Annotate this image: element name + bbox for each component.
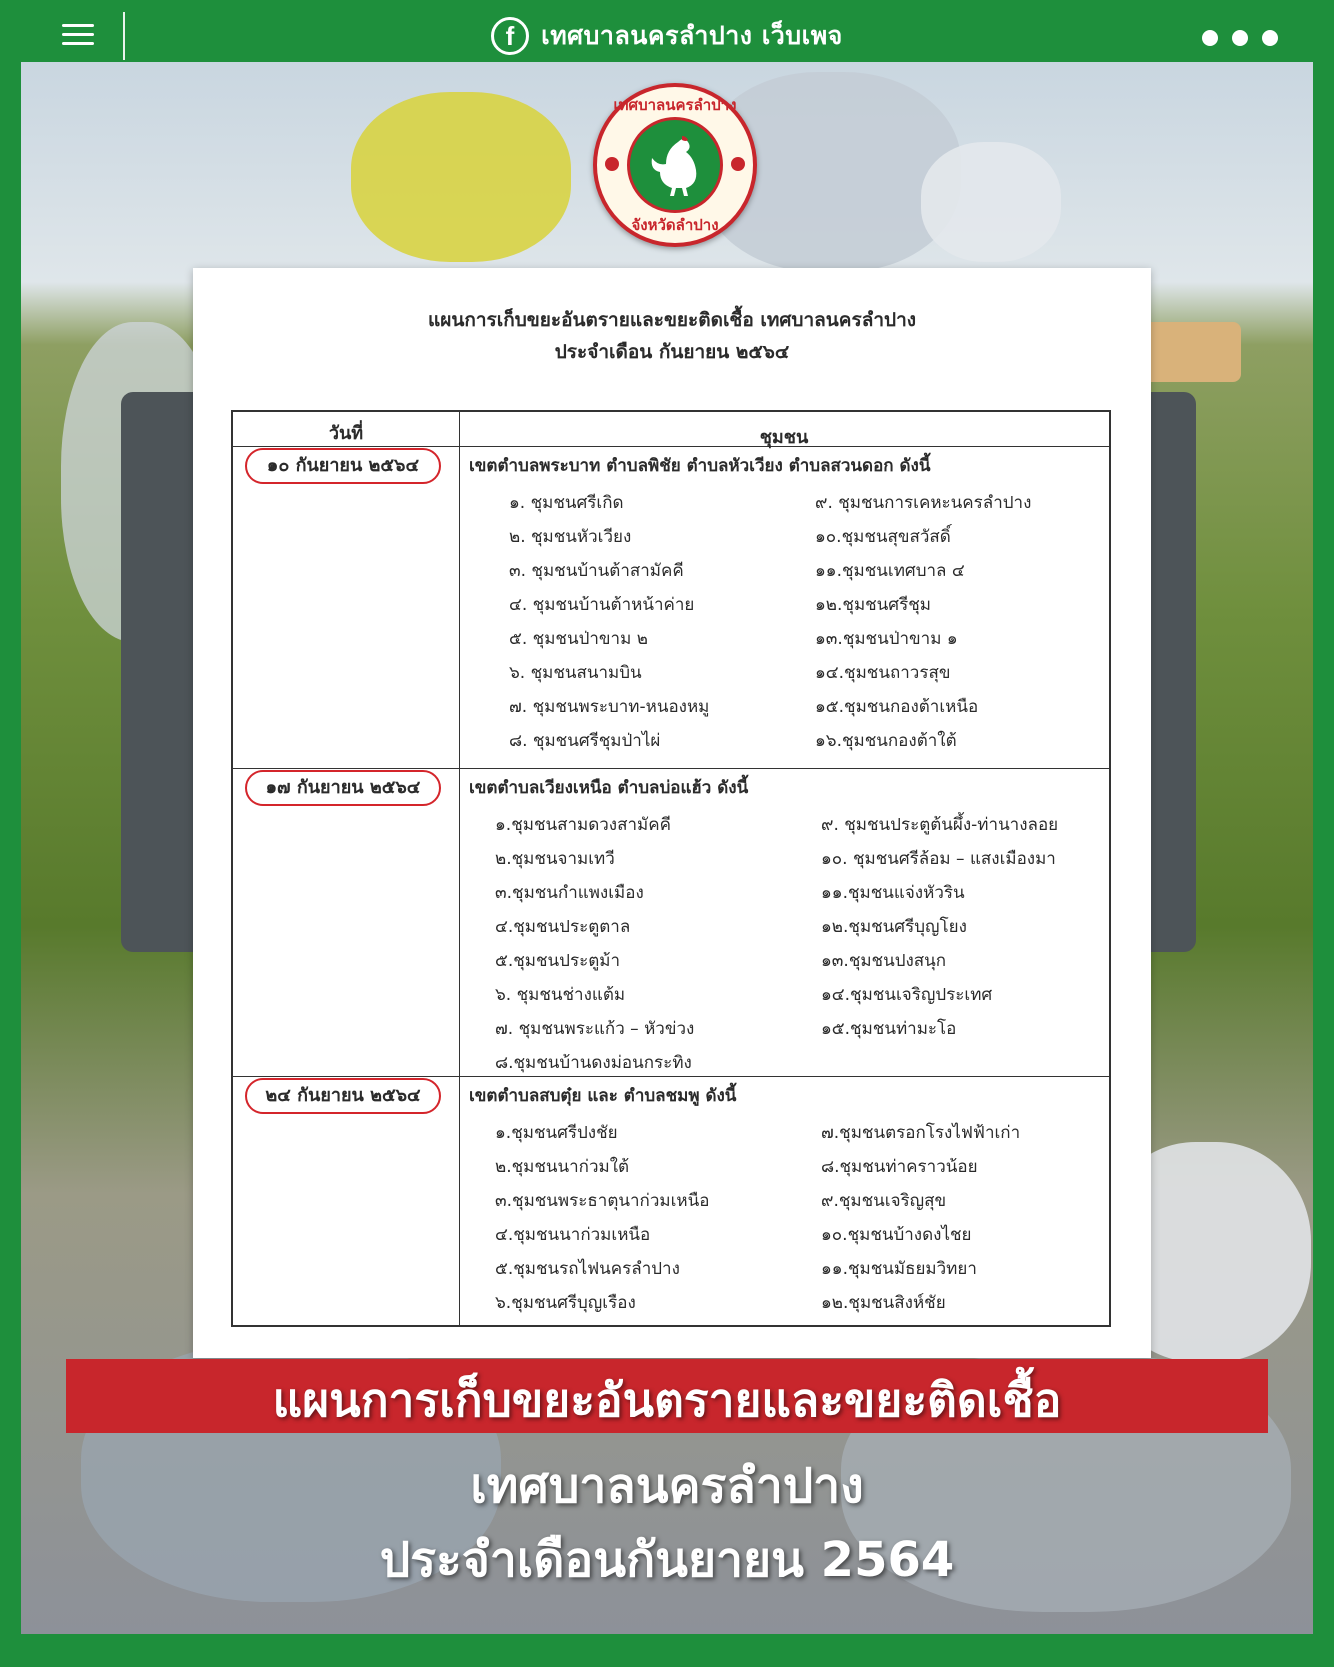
caption-line2: เทศบาลนครลำปาง bbox=[470, 1458, 864, 1514]
flower-icon bbox=[605, 157, 619, 171]
list-item: ๓.ชุมชนพระธาตุนาก่วมเหนือ bbox=[495, 1191, 710, 1211]
community-list-right bbox=[815, 486, 1031, 758]
flower-icon bbox=[731, 157, 745, 171]
list-item: ๒.ชุมชนนาก่วมใต้ bbox=[495, 1157, 630, 1177]
list-item: ๑๒.ชุมชนสิงห์ชัย bbox=[821, 1293, 946, 1313]
list-item: ๕.ชุมชนรถไฟนครลำปาง bbox=[495, 1259, 680, 1279]
collection-date: ๑๗ กันยายน ๒๕๖๔ bbox=[245, 770, 441, 806]
top-bar bbox=[0, 0, 1334, 62]
table-row bbox=[233, 768, 1109, 1076]
municipality-seal bbox=[593, 83, 757, 247]
collection-date: ๒๔ กันยายน ๒๕๖๔ bbox=[245, 1078, 441, 1114]
list-item: ๑๑.ชุมชนแจ่งหัวริน bbox=[821, 883, 965, 903]
seal-bottom-text: จังหวัดลำปาง bbox=[631, 216, 719, 234]
document-title-line2: ประจำเดือน กันยายน ๒๕๖๔ bbox=[554, 341, 790, 363]
page-title: เทศบาลนครลำปาง เว็บเพจ bbox=[541, 21, 843, 50]
list-item: ๘.ชุมชนท่าคราวน้อย bbox=[821, 1157, 978, 1177]
list-item: ๑๐.ชุมชนบ้างดงไชย bbox=[821, 1225, 972, 1245]
list-item: ๔.ชุมชนนาก่วมเหนือ bbox=[495, 1225, 651, 1245]
list-item: ๙. ชุมชนการเคหะนครลำปาง bbox=[815, 493, 1032, 513]
seal-emblem bbox=[627, 117, 723, 213]
list-item: ๔.ชุมชนประตูตาล bbox=[495, 917, 631, 937]
caption-line3: ประจำเดือนกันยายน 2564 bbox=[379, 1532, 955, 1588]
list-item: ๓.ชุมชนกำแพงเมือง bbox=[495, 883, 644, 903]
list-item: ๖. ชุมชนช่างแต้ม bbox=[495, 985, 626, 1005]
community-list-right bbox=[821, 1116, 1020, 1320]
list-item: ๕.ชุมชนประตูม้า bbox=[495, 951, 621, 971]
list-item: ๔. ชุมชนบ้านต้าหน้าค่าย bbox=[509, 595, 695, 615]
list-item: ๙. ชุมชนประตูต้นผึ้ง-ท่านางลอย bbox=[821, 815, 1059, 835]
list-item: ๑๑.ชุมชนมัธยมวิทยา bbox=[821, 1259, 977, 1279]
list-item: ๑๔.ชุมชนถาวรสุข bbox=[815, 663, 951, 683]
list-item: ๙.ชุมชนเจริญสุข bbox=[821, 1191, 947, 1211]
community-list-right bbox=[821, 808, 1058, 1046]
list-item: ๘.ชุมชนบ้านดงม่อนกระทิง bbox=[495, 1053, 692, 1073]
community-list-left bbox=[495, 808, 694, 1080]
list-item: ๒.ชุมชนจามเทวี bbox=[495, 849, 615, 869]
column-header-date: วันที่ bbox=[328, 423, 364, 444]
list-item: ๑.ชุมชนสามดวงสามัคคี bbox=[495, 815, 671, 835]
list-item: ๖.ชุมชนศรีบุญเรือง bbox=[495, 1293, 636, 1313]
page-title-link[interactable] bbox=[0, 16, 1334, 56]
schedule-table bbox=[231, 410, 1111, 1327]
rooster-icon bbox=[648, 134, 708, 200]
list-item: ๑๑.ชุมชนเทศบาล ๔ bbox=[815, 561, 965, 581]
list-item: ๑๓.ชุมชนป่าขาม ๑ bbox=[815, 629, 958, 649]
list-item: ๖. ชุมชนสนามบิน bbox=[509, 663, 642, 683]
collection-date: ๑๐ กันยายน ๒๕๖๔ bbox=[245, 448, 441, 484]
area-description: เขตตำบลสบตุ๋ย และ ตำบลชมพู ดังนี้ bbox=[469, 1086, 737, 1106]
table-row bbox=[233, 446, 1109, 768]
community-list-left bbox=[509, 486, 709, 758]
list-item: ๓. ชุมชนบ้านต้าสามัคคี bbox=[509, 561, 684, 581]
list-item: ๑.ชุมชนศรีปงชัย bbox=[495, 1123, 618, 1143]
list-item: ๑๔.ชุมชนเจริญประเทศ bbox=[821, 985, 993, 1005]
list-item: ๑๕.ชุมชนท่ามะโอ bbox=[821, 1019, 957, 1039]
list-item: ๑๒.ชุมชนศรีบุญโยง bbox=[821, 917, 967, 937]
list-item: ๗.ชุมชนตรอกโรงไฟฟ้าเก่า bbox=[821, 1123, 1021, 1143]
list-item: ๘. ชุมชนศรีชุมป่าไผ่ bbox=[509, 731, 661, 751]
table-row bbox=[233, 1076, 1109, 1326]
list-item: ๑๖.ชุมชนกองต้าใต้ bbox=[815, 731, 957, 751]
list-item: ๑. ชุมชนศรีเกิด bbox=[509, 493, 624, 513]
community-list-left bbox=[495, 1116, 709, 1320]
list-item: ๒. ชุมชนหัวเวียง bbox=[509, 527, 632, 547]
caption-line1: แผนการเก็บขยะอันตรายและขยะติดเชื้อ bbox=[272, 1373, 1062, 1427]
list-item: ๑๒.ชุมชนศรีชุม bbox=[815, 595, 931, 615]
list-item: ๑๓.ชุมชนปงสนุก bbox=[821, 951, 947, 971]
list-item: ๕. ชุมชนป่าขาม ๒ bbox=[509, 629, 648, 649]
list-item: ๗. ชุมชนพระบาท-หนองหมู bbox=[509, 697, 710, 717]
column-header-community: ชุมชน bbox=[759, 427, 809, 448]
list-item: ๑๐.ชุมชนสุขสวัสดิ์ bbox=[815, 527, 951, 547]
list-item: ๑๐. ชุมชนศรีล้อม – แสงเมืองมา bbox=[821, 849, 1056, 869]
facebook-icon: f bbox=[491, 17, 529, 55]
list-item: ๗. ชุมชนพระแก้ว – หัวข่วง bbox=[495, 1019, 695, 1039]
seal-top-text: เทศบาลนครลำปาง bbox=[613, 96, 737, 114]
document-title bbox=[193, 304, 1151, 368]
schedule-document bbox=[193, 268, 1151, 1358]
document-title-line1: แผนการเก็บขยะอันตรายและขยะติดเชื้อ เทศบาลนครลำปาง bbox=[427, 309, 917, 331]
list-item: ๑๕.ชุมชนกองต้าเหนือ bbox=[815, 697, 979, 717]
more-dots-icon[interactable] bbox=[1202, 30, 1278, 46]
area-description: เขตตำบลเวียงเหนือ ตำบลบ่อแฮ้ว ดังนี้ bbox=[469, 778, 749, 798]
area-description: เขตตำบลพระบาท ตำบลพิชัย ตำบลหัวเวียง ตำบลสวนดอก ดังนี้ bbox=[469, 456, 931, 476]
